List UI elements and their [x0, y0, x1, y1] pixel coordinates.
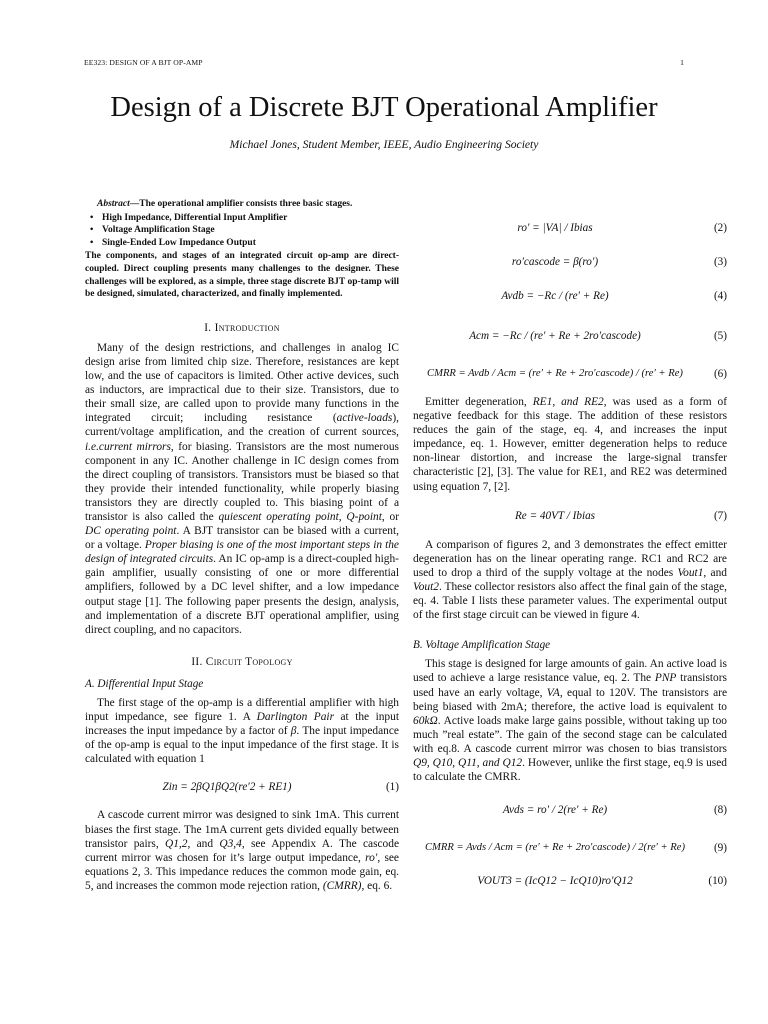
abstract-lead: Abstract — [97, 199, 130, 209]
abstract-body: The components, and stages of an integrated circuit op-amp are direct-coupled. Direct coupling presents many challenges to the designer. These challenges will be explored, as a simple, three stage discrete BJT op-tamp will be designed, simulated, characterized, and finally implemented. — [85, 251, 399, 300]
equation-6 — [413, 359, 727, 389]
abstract — [85, 198, 399, 301]
equation-7 — [413, 500, 727, 532]
abstract-bullet: • High Impedance, Differential Input Amplifier — [85, 212, 399, 225]
equation-2-number: (2) — [713, 221, 727, 234]
introduction-paragraph: Many of the design restrictions, and challenges in analog IC design arise from limited chip size. Therefore, resistances are kept low, and the use of capacitors is limited. Other active devices, such as inductors, are impractical due to their size. Transistors, due to their small size, are called upon to provide many functions in the integrated circuit; including resistance (active-loads), current/voltage amplification, and the creation of current sources, i.e.current mirrors, for biasing. Transistors are the most numerous component in any IC. Another challenge in IC design comes from the direct coupling of transistors. Transistors must be biased so that they provide their intended functionality, while properly biasing transistors they are directly coupled to. This biasing point of a transistor is also called the quiescent operating point, Q-point, or DC operating point. A BJT transistor can be biased with a current, or a voltage. Proper biasing is one of the most important steps in the design of integrated circuits. An IC op-amp is a direct-coupled high-gain amplifier, usually consisting of one or more differential amplifiers, followed by a DC level shifter, and a low impedance output stage [1]. The following paper presents the design, analysis, and implementation of a discrete BJT operational amplifier, using direct coupling, and no capacitors. — [85, 341, 400, 636]
abstract-bullet: • Voltage Amplification Stage — [85, 224, 399, 237]
equation-9-body: CMRR = Avds / Acm = (re′ + Re + 2ro′cascode) / 2(re′ + Re) — [424, 842, 685, 854]
equation-6-body: CMRR = Avdb / Acm = (re′ + Re + 2ro′cascode) / (re′ + Re) — [427, 367, 683, 379]
equation-3-body: ro′cascode = β(ro′) — [511, 255, 599, 268]
section-heading-circuit-topology: II. Circuit Topology — [191, 655, 293, 668]
equation-1 — [85, 775, 399, 799]
equation-7-number: (7) — [713, 509, 727, 522]
left-column — [85, 198, 399, 893]
abstract-intro: —The operational amplifier consists three basic stages. — [129, 199, 353, 209]
equation-9 — [413, 832, 727, 864]
paper-title: Design of a Discrete BJT Operational Amplifier — [110, 92, 658, 123]
equation-6-number: (6) — [713, 367, 727, 380]
equation-5 — [413, 319, 727, 353]
equation-10 — [413, 870, 727, 892]
section-heading-introduction: I. Introduction — [204, 321, 280, 334]
equation-3 — [413, 251, 727, 273]
comparison-paragraph: A comparison of figures 2, and 3 demonstrates the effect emitter degeneration has on the linear operating range. RC1 and RC2 are used to drop a third of the supply voltage at the nodes Vout1, and Vout2. These collector resistors also affect the final gain of the stage, eq. 4. Table I lists these parameter values. The experimental output of the first stage circuit can be viewed in figure 4. — [413, 538, 727, 622]
equation-8 — [413, 794, 727, 826]
voltage-stage-paragraph: This stage is designed for large amounts of gain. An active load is used to achieve a large resistance value, eq. 2. The PNP transistors used have an early voltage, VA, equal to 120V. The transistors are being biased with 2mA; therefore, the active load is equivalent to 60kΩ. Active loads make large gains possible, without taking up too much ”real estate”. The gain of the second stage can be calculated with eq.8. A cascode current mirror was chosen to bias transistors Q9, Q10, Q11, and Q12. However, unlike the first stage, eq.9 is used to calculate the CMRR. — [413, 658, 727, 784]
author-line: Michael Jones, Student Member, IEEE, Audio Engineering Society — [229, 138, 539, 151]
subsection-heading-voltage-amplification: B. Voltage Amplification Stage — [413, 639, 551, 652]
emitter-degeneration-paragraph: Emitter degeneration, RE1, and RE2, was used as a form of negative feedback for this stage. The addition of these resistors reduces the gain of the stage, eq. 4, and increases the input impedance, eq. 1. However, emitter degeneration helps to reduce non-linear distortion, and increase the large-signal transfer characteristic [2], [3]. The value for RE1, and RE2 was determined using equation 7, [2]. — [413, 396, 728, 493]
equation-8-number: (8) — [713, 804, 727, 817]
subsection-heading-differential-input: A. Differential Input Stage — [85, 677, 204, 690]
equation-5-number: (5) — [713, 329, 727, 342]
equation-2-body: ro′ = |VA| / Ibias — [517, 221, 593, 234]
equation-3-number: (3) — [713, 255, 727, 268]
differential-input-paragraph: The first stage of the op-amp is a differential amplifier with high input impedance, see figure 1. A Darlington Pair at the input increases the input impedance by a factor of β. The input impedance of the op-amp is equal to the input impedance of the first stage. It is calculated with equation 1 — [85, 697, 399, 766]
abstract-bullet-list — [85, 212, 399, 250]
equation-2 — [413, 211, 727, 245]
equation-4-number: (4) — [713, 289, 727, 302]
right-column — [413, 205, 727, 898]
equation-1-body: Zin = 2βQ1βQ2(re′2 + RE1) — [162, 781, 292, 794]
equation-10-number: (10) — [708, 875, 727, 888]
equation-1-number: (1) — [385, 781, 399, 794]
equation-4 — [413, 279, 727, 313]
equation-8-body: Avds = ro′ / 2(re′ + Re) — [502, 804, 608, 817]
equation-7-body: Re = 40VT / Ibias — [514, 509, 596, 522]
running-head-title: EE323: DESIGN OF A BJT OP-AMP — [84, 58, 203, 67]
equation-4-body: Avdb = −Rc / (re′ + Re) — [501, 289, 609, 302]
running-head — [84, 58, 684, 67]
equation-9-number: (9) — [713, 842, 727, 855]
equation-10-body: VOUT3 = (IcQ12 − IcQ10)ro′Q12 — [477, 875, 633, 888]
abstract-bullet: • Single-Ended Low Impedance Output — [85, 237, 399, 250]
cascode-paragraph: A cascode current mirror was designed to sink 1mA. This current biases the first stage. The 1mA current gets divided equally between transistor pairs, Q1,2, and Q3,4, see Appendix A. The cascode current mirror was chosen for it’s large output impedance, ro′, see equations 2, 3. This impedance reduces the common mode gain, eq. 5, and increases the common mode rejection ration, (CMRR), eq. 6. — [85, 809, 400, 892]
equation-5-body: Acm = −Rc / (re′ + Re + 2ro′cascode) — [469, 329, 641, 342]
page-number: 1 — [680, 58, 684, 67]
